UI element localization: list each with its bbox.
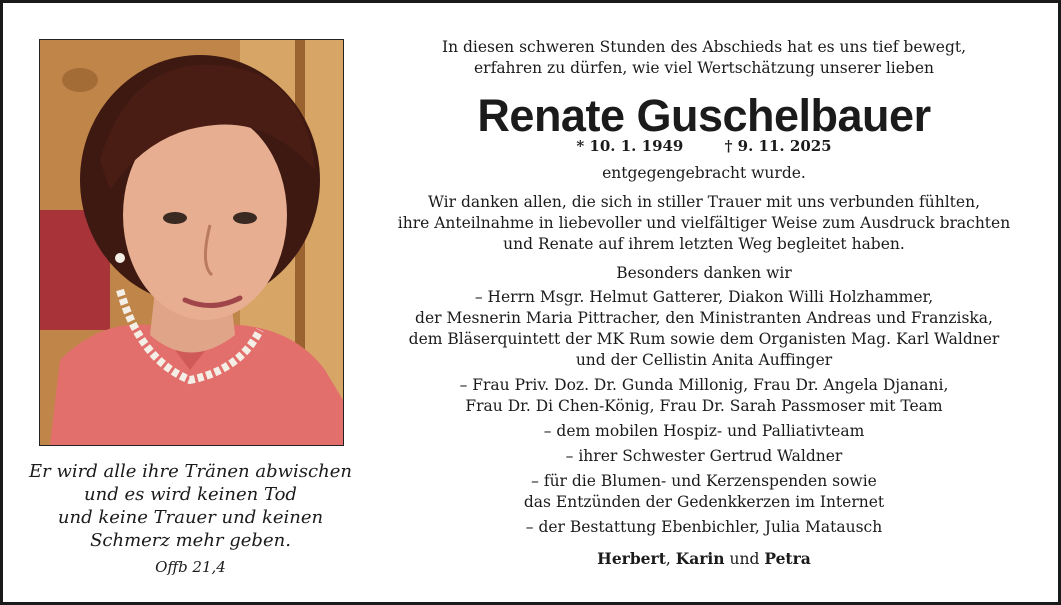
verse-line: und es wird keinen Tod <box>84 484 297 505</box>
signature-name-petra: Petra <box>764 549 811 568</box>
thanks-group-line: der Mesnerin Maria Pittracher, den Ministranten Andreas und Franziska, <box>415 309 993 327</box>
thanks-group-clergy <box>387 287 1021 371</box>
obituary-text <box>387 37 1021 570</box>
thanks-group-line: Frau Dr. Di Chen-König, Frau Dr. Sarah Passmoser mit Team <box>465 397 943 415</box>
signature-separator: und <box>724 550 765 568</box>
bible-verse <box>23 460 358 579</box>
intro-line: erfahren zu dürfen, wie viel Wertschätzung unserer lieben <box>474 59 934 77</box>
thanks-group-line: – der Bestattung Ebenbichler, Julia Matausch <box>525 518 883 536</box>
thanks-group-doctors <box>387 375 1021 417</box>
portrait-illustration <box>40 40 343 445</box>
verse-reference: Offb 21,4 <box>155 558 226 576</box>
thanks-line: Wir danken allen, die sich in stiller Trauer mit uns verbunden fühlten, <box>428 193 980 211</box>
thanks-group-line: das Entzünden der Gedenkkerzen im Internet <box>523 493 885 511</box>
thanks-group-line: – für die Blumen- und Kerzenspenden sowie <box>531 472 877 490</box>
thanks-group-line: – ihrer Schwester Gertrud Waldner <box>565 447 843 465</box>
death-date: † 9. 11. 2025 <box>724 137 832 155</box>
thanks-group-funeral-home <box>387 517 1021 538</box>
special-thanks-heading: Besonders danken wir <box>616 264 792 282</box>
thanks-group-hospice <box>387 421 1021 442</box>
signature-name-herbert: Herbert <box>597 549 666 568</box>
thanks-group-sister <box>387 446 1021 467</box>
thanks-group-line: – dem mobilen Hospiz- und Palliativteam <box>543 422 865 440</box>
thanks-line: ihre Anteilnahme in liebevoller und vielfältiger Weise zum Ausdruck brachten <box>397 214 1011 232</box>
birth-date: * 10. 1. 1949 <box>576 137 684 155</box>
thanks-group-line: dem Bläserquintett der MK Rum sowie dem Organisten Mag. Karl Waldner <box>408 330 1000 348</box>
thanks-paragraph <box>387 192 1021 255</box>
signature <box>387 548 1021 570</box>
signature-name-karin: Karin <box>675 549 725 568</box>
signature-separator: , <box>665 550 676 568</box>
intro-paragraph <box>387 37 1021 79</box>
verse-line: Schmerz mehr geben. <box>90 530 291 551</box>
thanks-group-line: – Frau Priv. Doz. Dr. Gunda Millonig, Frau Dr. Angela Djanani, <box>459 376 949 394</box>
thanks-line: und Renate auf ihrem letzten Weg begleitet haben. <box>503 235 905 253</box>
verse-line: Er wird alle ihre Tränen abwischen <box>29 461 352 482</box>
intro-line: In diesen schweren Stunden des Abschieds hat es uns tief bewegt, <box>441 38 967 56</box>
portrait-photo <box>39 39 344 446</box>
verse-line: und keine Trauer und keinen <box>57 507 324 528</box>
after-name-text: entgegengebracht wurde. <box>602 164 806 182</box>
thanks-group-line: – Herrn Msgr. Helmut Gatterer, Diakon Willi Holzhammer, <box>474 288 934 306</box>
deceased-name: Renate Guschelbauer <box>477 90 931 141</box>
thanks-group-donations <box>387 471 1021 513</box>
thanks-group-line: und der Cellistin Anita Auffinger <box>575 351 833 369</box>
